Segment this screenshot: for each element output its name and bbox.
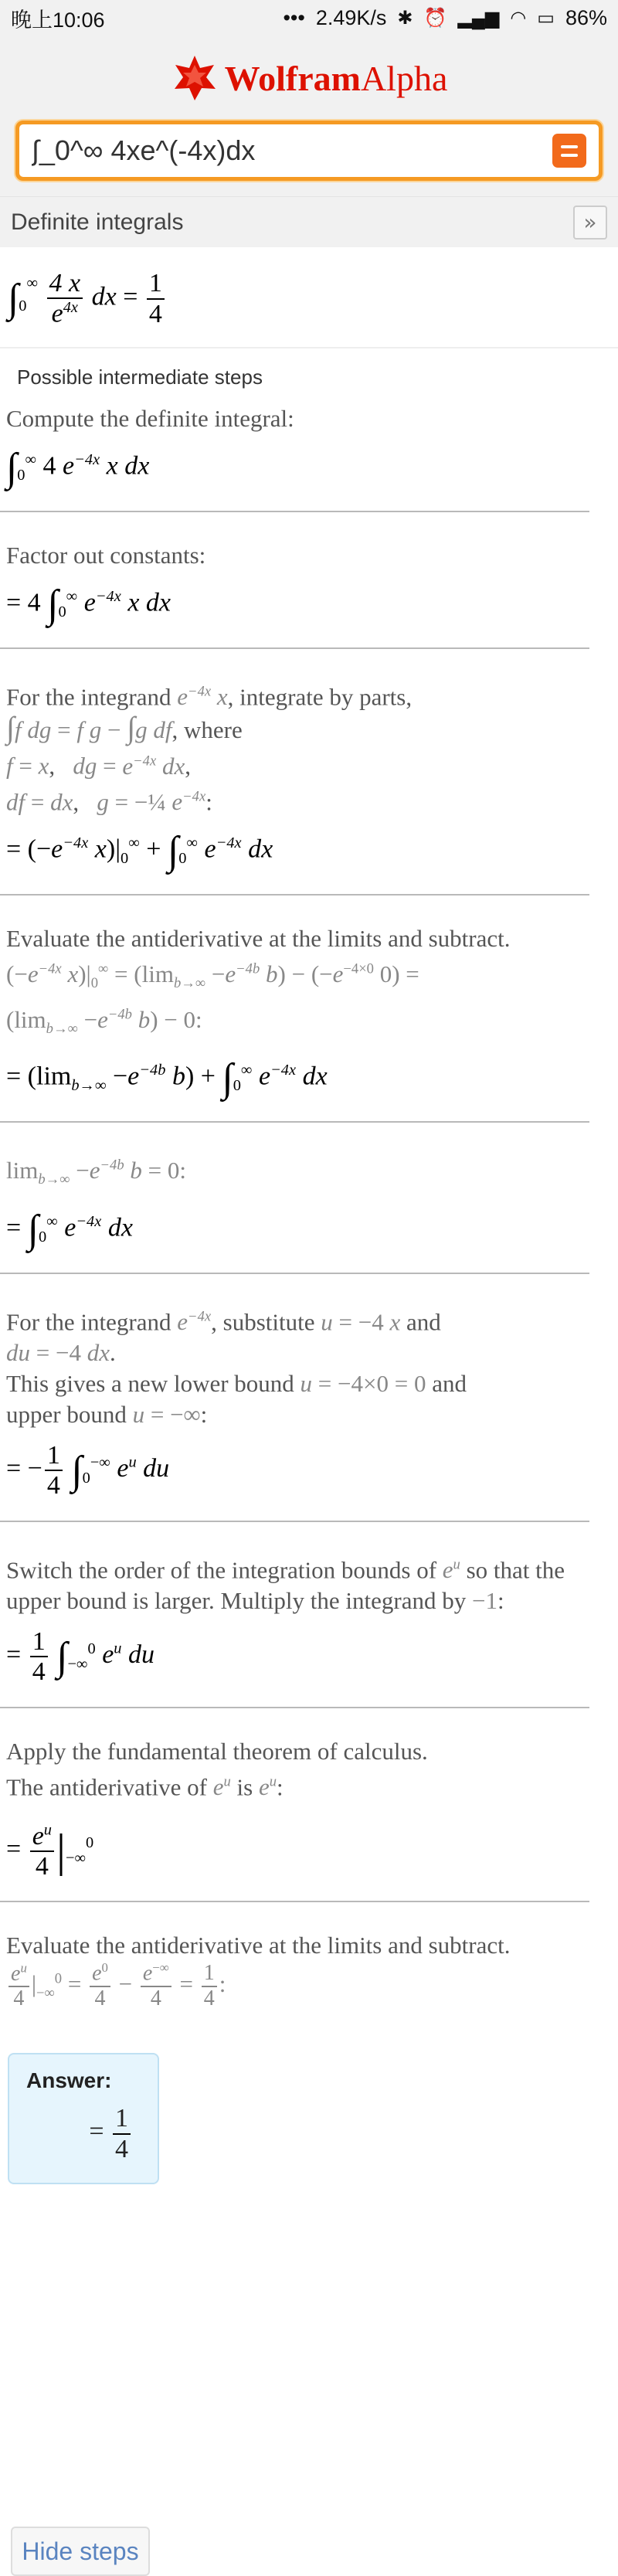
step-5-text: $\lim_{b\to\infty} -e^{-4b}$ b = 0: bbox=[6, 1157, 187, 1188]
step-3-equation: = ($-e^{-4x}$ $x)|_0^\infty + \int_0^\infty$ $e^{-4x}$ dx bbox=[6, 829, 273, 874]
step-6 bbox=[0, 1274, 589, 1522]
network-speed: 2.49K/s bbox=[315, 5, 387, 29]
search-area bbox=[0, 121, 618, 196]
status-right bbox=[283, 6, 607, 30]
step-9 bbox=[0, 1902, 589, 2031]
pod-header bbox=[0, 196, 618, 247]
compute-button[interactable] bbox=[552, 134, 586, 168]
possible-steps-label: Possible intermediate steps bbox=[17, 365, 263, 389]
status-dots: ••• bbox=[283, 5, 305, 29]
brand-name: WolframAlpha bbox=[224, 58, 448, 98]
signal-icon: ▂▄▆ bbox=[457, 7, 500, 29]
battery-level: 86% bbox=[565, 5, 607, 29]
step-6-equation: = − $\frac{1}{4}$ $\int_0^{-\infty}$ $e^u$ du bbox=[6, 1440, 170, 1500]
step-5 bbox=[0, 1123, 589, 1274]
wolfram-logo[interactable] bbox=[171, 54, 448, 102]
step-1-text: Compute the definite integral: bbox=[6, 405, 294, 433]
pod-title: Definite integrals bbox=[11, 209, 184, 235]
step-8 bbox=[0, 1708, 589, 1902]
alarm-icon: ⏰ bbox=[423, 7, 447, 29]
step-2 bbox=[0, 512, 589, 649]
battery-icon: ▭ bbox=[537, 7, 555, 29]
app-header bbox=[0, 36, 618, 121]
step-4-text: Evaluate the antiderivative at the limits and subtract. ($-e^{-4x}$ $x)|_0^\infty = (\lim_{b\to\infty} -e^{-4b}$ $b) - (-e^{-4\times 0}$ 0) = ($\lim_{b\to\infty} -e^{-4b}$ b) − 0: bbox=[6, 925, 511, 1038]
status-bar bbox=[0, 0, 618, 36]
step-8-text: Apply the fundamental theorem of calculus. The antiderivative of $e^u$ is $e^u$: bbox=[6, 1737, 428, 1801]
answer-label: Answer: bbox=[26, 2068, 112, 2093]
spikey-logo-icon bbox=[171, 54, 219, 102]
search-input[interactable] bbox=[32, 134, 552, 167]
step-by-step-button[interactable]: » bbox=[573, 206, 607, 240]
step-1 bbox=[0, 393, 589, 512]
step-7-equation: = $\frac{1}{4}$ $\int_{-\infty}^0$ $e^u$ du bbox=[6, 1627, 154, 1687]
step-3-text: For the integrand $e^{-4x}$ x, integrate by parts, ∫f dg = f g − ∫g df, where f = x, dg = $e^{-4x}$ dx, df = dx, g = −¼ $e^{-4x}$: bbox=[6, 683, 413, 816]
step-8-equation: = $\frac{e^u}{4}$ $|_{-\infty}^0$ bbox=[6, 1821, 94, 1881]
answer-box bbox=[8, 2053, 159, 2184]
bluetooth-icon: ✱ bbox=[397, 7, 413, 29]
wifi-icon: ◠ bbox=[510, 7, 527, 29]
answer-value: = $\frac{1}{4}$ bbox=[26, 2104, 141, 2163]
search-box[interactable] bbox=[15, 121, 603, 181]
status-time: 晚上10:06 bbox=[11, 8, 105, 32]
step-2-text: Factor out constants: bbox=[6, 542, 206, 569]
step-5-equation: = $\int_0^\infty$ $e^{-4x}$ dx bbox=[6, 1207, 133, 1252]
step-3 bbox=[0, 649, 589, 895]
step-7-text: Switch the order of the integration bounds of $e^u$ so that the upper bound is larger. Multiply the integrand by −1: bbox=[6, 1556, 565, 1615]
step-1-equation: $\int_0^\infty$ 4 $e^{-4x}$ x dx bbox=[6, 446, 150, 491]
hide-steps-button[interactable]: Hide steps bbox=[11, 2527, 150, 2576]
step-9-text: Evaluate the antiderivative at the limits and subtract. $\frac{e^u}{4}$ $|_{-\infty}^0$ = $\frac{e^0}{4}$ − $\frac{e^{-\infty}}{4}$ = $\frac{1}{4}$ : bbox=[6, 1932, 511, 2011]
step-4-equation: = ($\lim_{b\to\infty} -e^{-4b}$ $b) + \int_0^\infty$ $e^{-4x}$ dx bbox=[6, 1056, 328, 1101]
step-4 bbox=[0, 895, 589, 1123]
step-7 bbox=[0, 1522, 589, 1708]
step-2-equation: = 4 $\int_0^\infty$ $e^{-4x}$ x dx bbox=[6, 583, 171, 627]
result-equation: $\int_0^\infty$ $\frac{4 x}{e^{4x}}$ dx = $\frac{1}{4}$ bbox=[0, 247, 618, 348]
step-6-text: For the integrand $e^{-4x}$, substitute u = −4 x and du = −4 dx. This gives a new lower bound u = −4×0 = 0 and upper bound u = −∞: bbox=[6, 1307, 467, 1428]
